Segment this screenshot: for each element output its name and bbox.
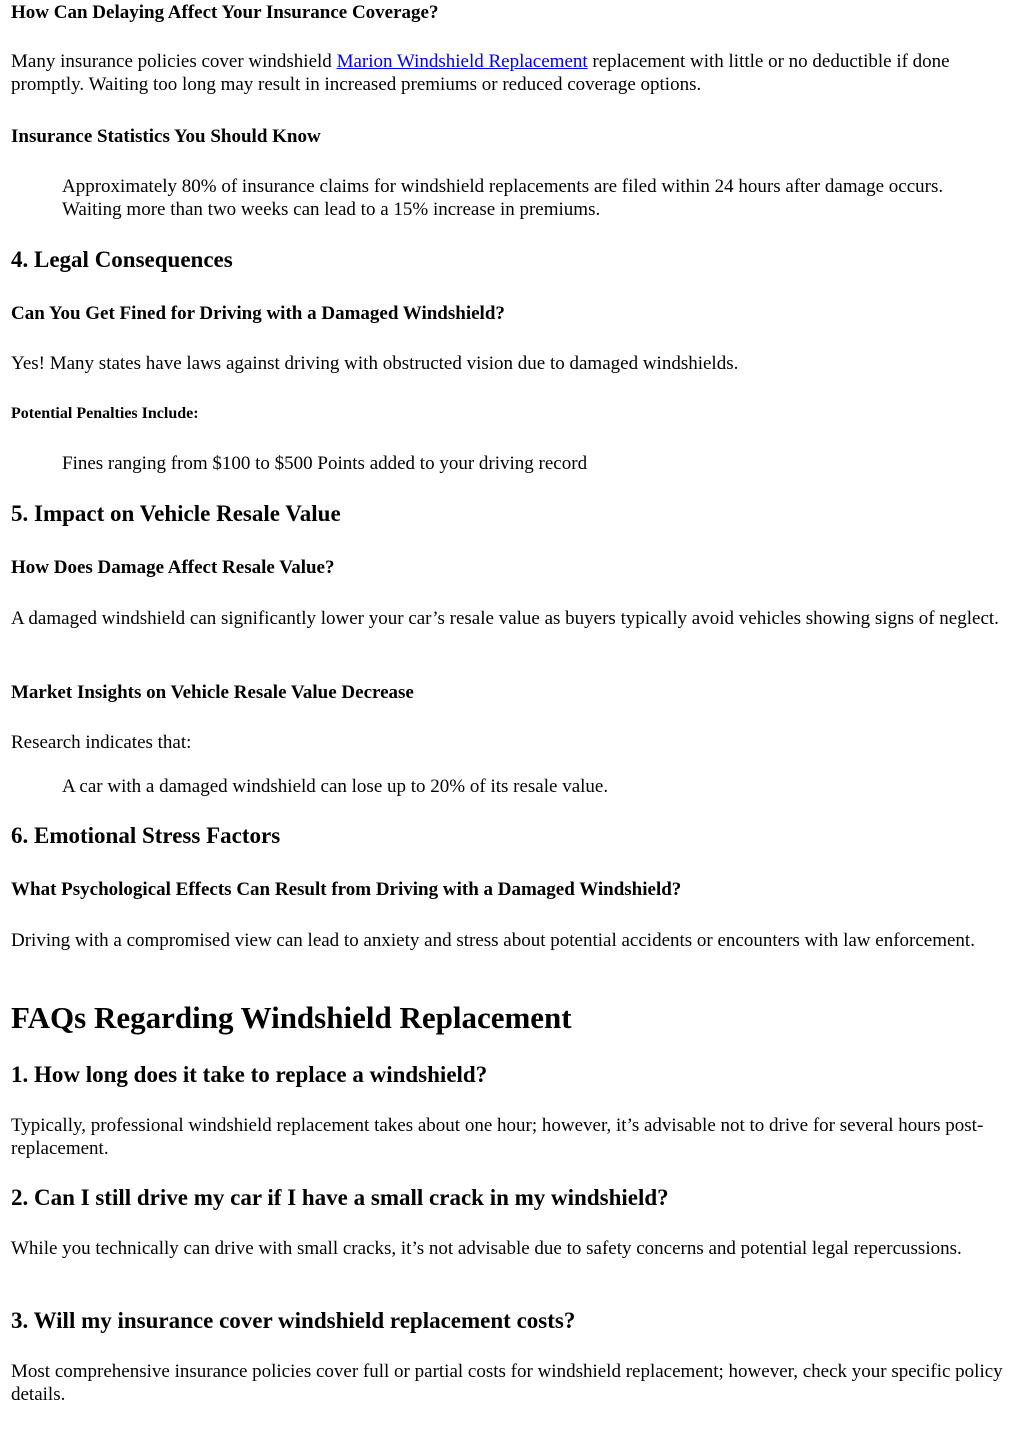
penalties-quote: Fines ranging from $100 to $500 Points added to your driving record: [62, 453, 588, 474]
insurance-delay-paragraph: [11, 50, 1021, 96]
faq-question-2: 2. Can I still drive my car if I have a small crack in my windshield?: [11, 1185, 669, 1210]
faq-question-1: 1. How long does it take to replace a windshield?: [11, 1062, 488, 1087]
penalties-heading: Potential Penalties Include:: [11, 405, 199, 422]
insurance-delay-heading: How Can Delaying Affect Your Insurance Coverage?: [11, 2, 439, 23]
resale-answer-paragraph: A damaged windshield can significantly lower your car’s resale value as buyers typically avoid vehicles showing signs of neglect.: [11, 608, 999, 629]
resale-question-heading: How Does Damage Affect Resale Value?: [11, 557, 335, 578]
faq-question-3: 3. Will my insurance cover windshield replacement costs?: [11, 1308, 576, 1333]
psychological-effects-paragraph: Driving with a compromised view can lead to anxiety and stress about potential accidents or encounters with law enforcement.: [11, 930, 975, 951]
market-insights-heading: Market Insights on Vehicle Resale Value Decrease: [11, 682, 414, 703]
faq-answer-1: Typically, professional windshield replacement takes about one hour; however, it’s advisable not to drive for several hours post-replacement.: [11, 1115, 984, 1159]
emotional-stress-heading: 6. Emotional Stress Factors: [11, 823, 281, 848]
insurance-stats-heading: Insurance Statistics You Should Know: [11, 126, 321, 147]
marion-windshield-replacement-link[interactable]: Marion Windshield Replacement: [336, 51, 588, 72]
research-quote: A car with a damaged windshield can lose up to 20% of its resale value.: [62, 776, 609, 797]
resale-value-heading: 5. Impact on Vehicle Resale Value: [11, 501, 341, 526]
insurance-stats-quote: Approximately 80% of insurance claims for windshield replacements are filed within 24 hours after damage occurs. Waiting more than two weeks can lead to a 15% increase in premiums.: [62, 176, 944, 220]
faq-answer-2: While you technically can drive with small cracks, it’s not advisable due to safety concerns and potential legal repercussions.: [11, 1238, 962, 1259]
fined-answer-paragraph: Yes! Many states have laws against driving with obstructed vision due to damaged windshields.: [11, 353, 739, 374]
research-intro-paragraph: Research indicates that:: [11, 732, 192, 753]
faq-answer-3: Most comprehensive insurance policies cover full or partial costs for windshield replacement; however, check your specific policy details.: [11, 1361, 1003, 1405]
fined-question-heading: Can You Get Fined for Driving with a Damaged Windshield?: [11, 303, 505, 324]
faqs-heading: FAQs Regarding Windshield Replacement: [11, 1000, 572, 1035]
insurance-delay-text-before: Many insurance policies cover windshield: [11, 51, 337, 72]
insurance-delay-text-after: replacement with little or no deductible if done promptly. Waiting too long may result in increased premiums or reduced coverage options.: [11, 51, 950, 95]
psychological-effects-heading: What Psychological Effects Can Result from Driving with a Damaged Windshield?: [11, 879, 682, 900]
legal-consequences-heading: 4. Legal Consequences: [11, 247, 233, 272]
